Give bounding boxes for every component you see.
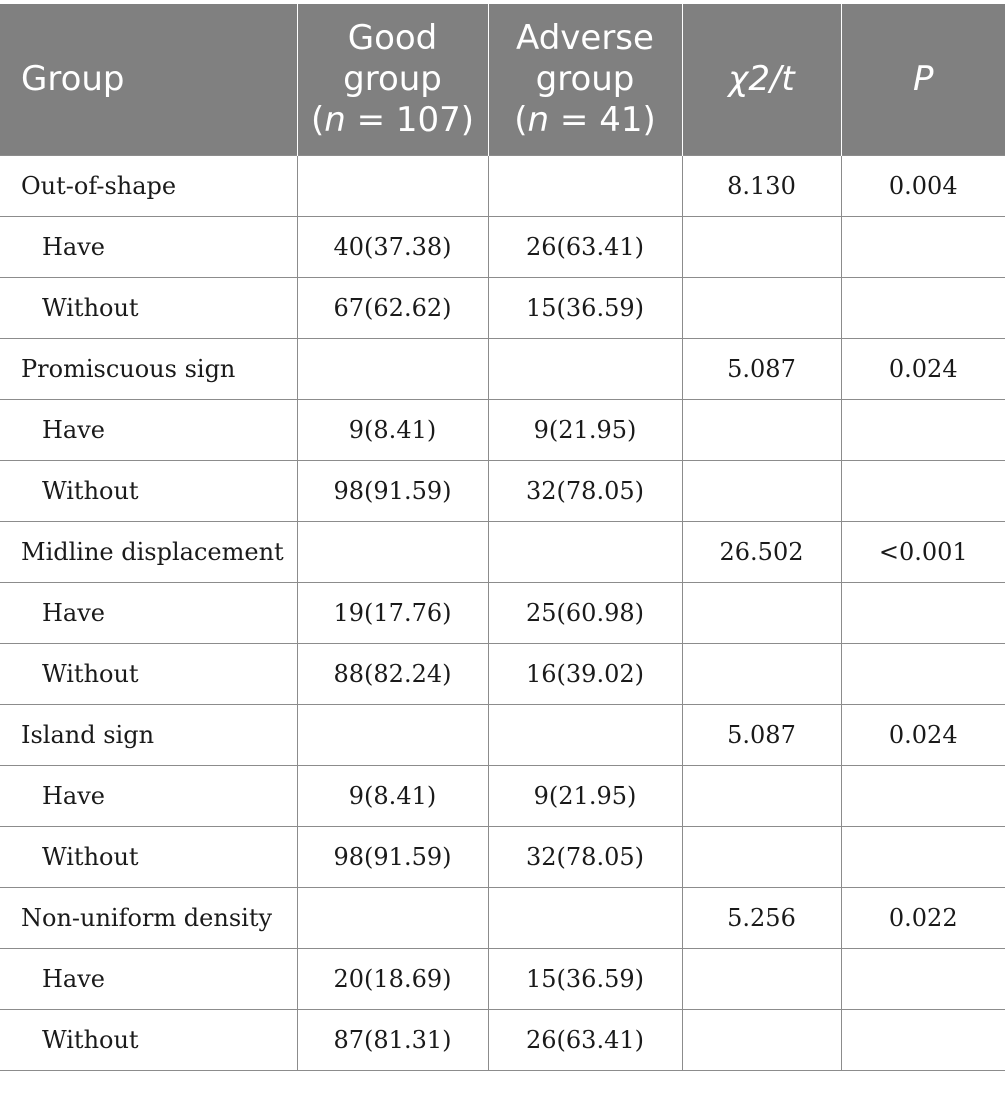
- p-value-cell: 0.024: [841, 339, 1005, 400]
- header-good-n-rest: = 107): [345, 100, 475, 140]
- header-adverse-n-var: n: [527, 100, 550, 140]
- good-group-cell: 40(37.38): [297, 217, 488, 278]
- p-value-cell: [841, 827, 1005, 888]
- statistic-cell: [682, 583, 841, 644]
- adverse-group-cell: 25(60.98): [488, 583, 682, 644]
- p-value-cell: [841, 644, 1005, 705]
- adverse-group-cell: [488, 522, 682, 583]
- subgroup-label: Have: [0, 949, 297, 1010]
- adverse-group-cell: 16(39.02): [488, 644, 682, 705]
- statistic-cell: 26.502: [682, 522, 841, 583]
- adverse-group-cell: [488, 888, 682, 949]
- p-value-cell: [841, 217, 1005, 278]
- adverse-group-cell: [488, 156, 682, 217]
- subgroup-label: Without: [0, 644, 297, 705]
- p-value-cell: <0.001: [841, 522, 1005, 583]
- subgroup-label: Without: [0, 278, 297, 339]
- p-value-cell: [841, 400, 1005, 461]
- good-group-cell: 87(81.31): [297, 1010, 488, 1071]
- good-group-cell: [297, 705, 488, 766]
- data-table: [0, 4, 1005, 1071]
- table-row: [0, 949, 1005, 1010]
- header-adverse-line1: Adverse: [516, 18, 654, 58]
- header-good-line1: Good: [347, 18, 438, 58]
- adverse-group-cell: [488, 705, 682, 766]
- statistic-cell: 5.087: [682, 705, 841, 766]
- adverse-group-cell: 15(36.59): [488, 949, 682, 1010]
- adverse-group-cell: 9(21.95): [488, 400, 682, 461]
- header-good-line2: group: [343, 59, 442, 99]
- header-p-value: P: [841, 4, 1005, 156]
- subgroup-label: Have: [0, 217, 297, 278]
- table-header: [0, 4, 1005, 156]
- statistic-cell: [682, 217, 841, 278]
- p-value-cell: 0.004: [841, 156, 1005, 217]
- table-body: [0, 156, 1005, 1071]
- statistic-cell: [682, 400, 841, 461]
- table-row: [0, 1010, 1005, 1071]
- statistic-cell: 5.256: [682, 888, 841, 949]
- p-value-cell: 0.024: [841, 705, 1005, 766]
- table-row: [0, 156, 1005, 217]
- statistic-cell: [682, 949, 841, 1010]
- p-value-cell: [841, 278, 1005, 339]
- subgroup-label: Have: [0, 400, 297, 461]
- statistic-cell: [682, 766, 841, 827]
- header-row: [0, 4, 1005, 156]
- adverse-group-cell: 32(78.05): [488, 461, 682, 522]
- header-statistic: χ2/t: [682, 4, 841, 156]
- table-row: [0, 278, 1005, 339]
- table-row: [0, 888, 1005, 949]
- table-row: [0, 217, 1005, 278]
- good-group-cell: 67(62.62): [297, 278, 488, 339]
- adverse-group-cell: 32(78.05): [488, 827, 682, 888]
- statistic-cell: [682, 644, 841, 705]
- header-good-group: Good group (n = 107): [297, 4, 488, 156]
- table-row: [0, 339, 1005, 400]
- table-row: [0, 400, 1005, 461]
- good-group-cell: 98(91.59): [297, 827, 488, 888]
- good-group-cell: [297, 522, 488, 583]
- variable-label: Non-uniform density: [0, 888, 297, 949]
- p-value-cell: [841, 583, 1005, 644]
- table-row: [0, 766, 1005, 827]
- variable-label: Promiscuous sign: [0, 339, 297, 400]
- statistic-cell: [682, 461, 841, 522]
- good-group-cell: 88(82.24): [297, 644, 488, 705]
- good-group-cell: 9(8.41): [297, 766, 488, 827]
- table-row: [0, 461, 1005, 522]
- table-row: [0, 644, 1005, 705]
- table-row: [0, 522, 1005, 583]
- adverse-group-cell: 9(21.95): [488, 766, 682, 827]
- header-group: Group: [0, 4, 297, 156]
- header-adverse-group: Adverse group (n = 41): [488, 4, 682, 156]
- statistic-cell: [682, 827, 841, 888]
- adverse-group-cell: [488, 339, 682, 400]
- table-row: [0, 583, 1005, 644]
- subgroup-label: Without: [0, 827, 297, 888]
- variable-label: Island sign: [0, 705, 297, 766]
- good-group-cell: 20(18.69): [297, 949, 488, 1010]
- statistic-cell: [682, 278, 841, 339]
- variable-label: Midline displacement: [0, 522, 297, 583]
- p-value-cell: 0.022: [841, 888, 1005, 949]
- good-group-cell: [297, 888, 488, 949]
- good-group-cell: [297, 156, 488, 217]
- statistic-cell: 5.087: [682, 339, 841, 400]
- statistic-cell: 8.130: [682, 156, 841, 217]
- header-adverse-line2: group: [535, 59, 635, 99]
- adverse-group-cell: 26(63.41): [488, 1010, 682, 1071]
- adverse-group-cell: 26(63.41): [488, 217, 682, 278]
- good-group-cell: [297, 339, 488, 400]
- subgroup-label: Without: [0, 1010, 297, 1071]
- subgroup-label: Have: [0, 583, 297, 644]
- table-row: [0, 705, 1005, 766]
- subgroup-label: Without: [0, 461, 297, 522]
- header-good-n-var: n: [324, 100, 346, 140]
- good-group-cell: 19(17.76): [297, 583, 488, 644]
- p-value-cell: [841, 461, 1005, 522]
- header-adverse-n-rest: = 41): [549, 100, 656, 140]
- good-group-cell: 9(8.41): [297, 400, 488, 461]
- good-group-cell: 98(91.59): [297, 461, 488, 522]
- adverse-group-cell: 15(36.59): [488, 278, 682, 339]
- variable-label: Out-of-shape: [0, 156, 297, 217]
- table-row: [0, 827, 1005, 888]
- statistic-cell: [682, 1010, 841, 1071]
- p-value-cell: [841, 766, 1005, 827]
- p-value-cell: [841, 1010, 1005, 1071]
- subgroup-label: Have: [0, 766, 297, 827]
- p-value-cell: [841, 949, 1005, 1010]
